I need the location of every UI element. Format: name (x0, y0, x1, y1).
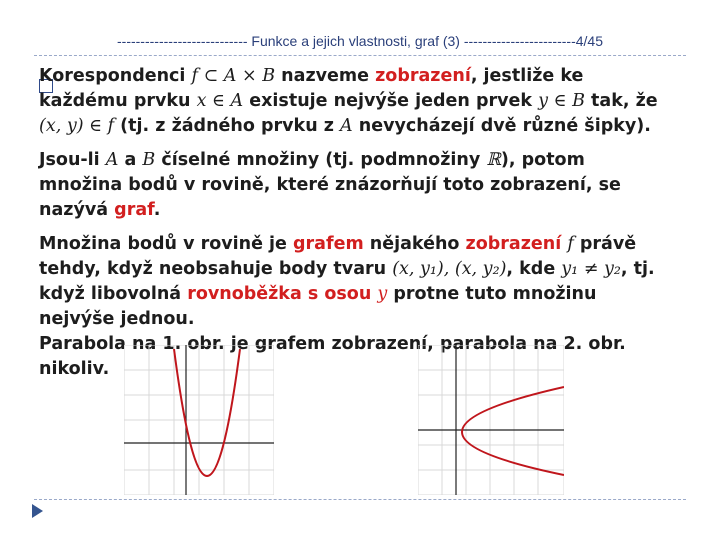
parabola-curve (462, 387, 564, 475)
graph-definition-paragraph (39, 148, 661, 223)
footer-divider (34, 499, 686, 500)
figure-2-sideways-parabola (418, 345, 564, 495)
text-span: a (118, 150, 143, 170)
math-expression: f ⊂ A × B (191, 66, 276, 86)
text-span: tak, že (584, 91, 658, 111)
text-span: nazveme (275, 66, 376, 86)
text-span: Korespondenci (39, 66, 192, 86)
math-expression: (x, y) ∈ f (39, 116, 115, 136)
highlight-term: zobrazení (375, 66, 471, 86)
highlight-term: grafem (293, 234, 364, 254)
text-span: . (153, 200, 161, 220)
math-expression: B (142, 150, 156, 170)
header-divider (34, 55, 686, 56)
math-expression: y (377, 284, 388, 304)
slide-header: ---------------------------- Funkce a jejich vlastnosti, graf (3) ------------------------4/45 (117, 33, 603, 49)
math-expression: f (567, 234, 574, 254)
math-expression: ℝ (486, 150, 501, 170)
highlight-term: zobrazení (465, 234, 562, 254)
text-span: , kde (506, 259, 562, 279)
text-span: Jsou-li (39, 150, 106, 170)
text-span: , tj. když libovolná (39, 259, 655, 304)
math-expression: A (340, 116, 353, 136)
math-expression: (x, y₁), (x, y₂) (392, 259, 507, 279)
text-span: nevycházejí dvě různé šipky). (352, 116, 651, 136)
text-span: , jestliže ke každému prvku (39, 66, 584, 111)
example-paragraph: Parabola na 1. obr. je grafem zobrazení, parabola na 2. obr. nikoliv. (39, 334, 626, 379)
text-span: právě tehdy, když neobsahuje body tvaru (39, 234, 637, 279)
text-span: číselné množiny (tj. podmnožiny (155, 150, 487, 170)
highlight-term: graf (114, 200, 154, 220)
parabola-curve (174, 349, 240, 476)
math-expression: x ∈ A (196, 91, 244, 111)
text-span: Množina bodů v rovině je (39, 234, 294, 254)
text-span: (tj. z žádného prvku z (114, 116, 341, 136)
criterion-paragraph (39, 232, 661, 332)
text-span: existuje nejvýše jeden prvek (243, 91, 539, 111)
highlight-term: rovnoběžka s osou (187, 284, 378, 304)
text-span: ), potom množina bodů v rovině, které znázorňují toto zobrazení, se nazývá (39, 150, 621, 220)
slide-body (39, 64, 661, 391)
math-expression: A (105, 150, 119, 170)
text-span: nějakého (363, 234, 466, 254)
definition-paragraph (39, 64, 661, 139)
figure-1-upward-parabola (124, 345, 274, 495)
math-expression: y ∈ B (538, 91, 585, 111)
next-arrow-icon[interactable] (32, 504, 43, 518)
math-expression: y₁ ≠ y₂ (561, 259, 621, 279)
text-span: protne tuto množinu nejvýše jednou. (39, 284, 597, 329)
